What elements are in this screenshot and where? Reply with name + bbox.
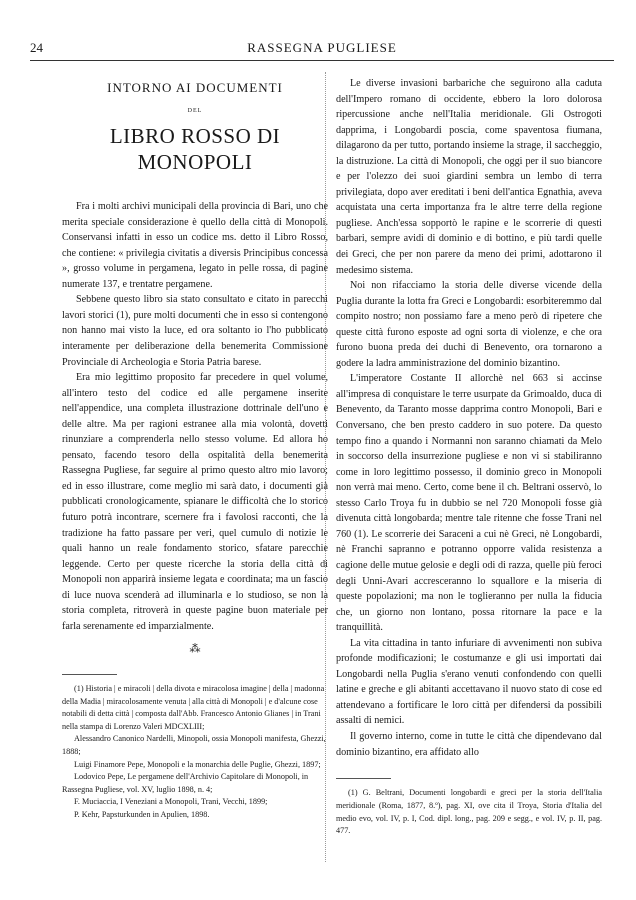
footnote: F. Muciaccia, I Veneziani a Monopoli, Trani, Vecchi, 1899; (74, 797, 268, 807)
footnote: P. Kehr, Papsturkunden in Apulien, 1898. (74, 809, 210, 819)
paragraph: Era mio legittimo proposito far precedere in quel volume, all'intero testo del codice ed alle pergamene inserite nell'appendice, una completa illustrazione dottrinale dell'uno e delle altre. Ma per ragioni estranee alla mia volontà, dovetti rinunziare a comprenderla nello stesso volume. Ed allora ho pensato, facendo tesoro della ospitalità della benemerita Rassegna Pugliese, far seguire al primo questo altro mio lavoro; ed in esso illustrare, come meglio mi sarà dato, i documenti già pubblicati cronologicamente, spianare le difficoltà che lo storico futuro potrà incontrare, scernere fra i favolosi racconti, che la tradizione ha fatto passare per veri, quel cumulo di notizie le quali hanno un reale fondamento storico, sfatare parecchie leggende. Certo per queste ricerche la storia della città di Monopoli non apparirà insieme legata e coordinata; ma un fascio di luce nuova scenderà ad illuminarla e lo studioso, se non la storia completa, ritroverà in queste pagine buon materiale per farla serenamente ed imparzialmente. (62, 372, 328, 632)
footnote-rule (62, 674, 117, 675)
paragraph: Le diverse invasioni barbariche che seguirono alla caduta dell'Impero romano di occidente, ebbero la loro dolorosa ripercussione anche nell'Italia meridionale. Gli Ostrogoti dapprima, i Longobardi poscia, come spaventosa fiumana, dilagarono da per tutto, portando insieme la strage, il saccheggio, la distruzione. La città di Monopoli, che oggi per il suo biancore e per l'olezzo dei suoi giardini sembra un lembo di terra privilegiata, dopo aver ereditati i beni dell'antica Egnathia, aveva acquistata una certa importanza fra le altre terre della regione pugliese. Anch'essa sopportò le rapine e le scorrerie di questi barbari, sempre avidi di dominio e di bottino, e più tardi quelle dei Greci, che per non parere da meno dei primi, adottarono il medesimo sistema. (336, 78, 602, 276)
article-title-line1: INTORNO AI DOCUMENTI (107, 80, 283, 95)
paragraph: La vita cittadina in tanto infuriare di avvenimenti non subiva profonde modificazioni; le costumanze e gli usi importati dai Longobardi nella Puglia s'erano venuti confondendo con quelli latine e greche e gli abitanti accettavano il nuovo stato di cose ed attendevano a fortificare le loro città per difendersi da possibili assalti di nemici. (336, 637, 602, 727)
header-rule (30, 60, 614, 61)
paragraph: L'imperatore Costante II allorchè nel 663 si accinse all'impresa di conquistare le terre usurpate da Grimoaldo, duca di Benevento, da Taranto mosse dapprima contro Monopoli, Bari e Conversano, che ben presto caddero in suo potere. Da questo tempo fino a quando i Normanni non saranno chiamati da Melo in soccorso della insurrezione pugliese e non vi si stabiliranno come in loro legittimo possesso, il dominio greco in Monopoli non verrà mai meno. Certo, come bene il ch. Beltrani osservò, lo stesso Carlo Troya fu in dubbio se nel 720 Monopoli fosse già divenuta città longobarda; mentre tale ritenne che fosse Trani nel 760 (1). Le scorrerie dei Saraceni a cui nè Greci, nè Longobardi, nè Franchi sapranno e potranno opporre valida resistenza a cagione delle mutue gelosie e degli odi di razza, quelle più feroci degli Unni-Avari accresceranno lo squallore e la miseria di queste popolazioni; ma non le toglieranno per nulla la fiducia che, un giorno non lontano, possa ritornare la pace e la tranquillità. (336, 373, 602, 634)
section-separator: ⁂ (189, 643, 201, 656)
footnote: (1) Historia | e miracoli | della divota e miracolosa imagine | della | madonna della Madia | miracolosamente venuta | alla città di Monopoli | e d'alcune cose notabili di detta città | composta dall'Abb. Francesco Antonio Glianes | in Trani nella stampa di Lorenzo Valeri MDCXLIII; (62, 683, 325, 731)
right-column (336, 76, 602, 838)
left-column (62, 76, 328, 821)
running-header (30, 40, 614, 58)
footnote-rule (336, 778, 391, 779)
paragraph: Fra i molti archivi municipali della provincia di Bari, uno che merita speciale considerazione è quello della città di Monopoli. Conservansi infatti in esso un codice ms. detto il Libro Rosso, che contiene: « privilegia civitatis a diversis Principibus concessa », grosso volume in pergamena, legato in pelle rossa, di pagine numerate 137, e trentatre pergamene. (62, 201, 328, 290)
journal-title: RASSEGNA PUGLIESE (247, 40, 397, 55)
paragraph: Noi non rifacciamo la storia delle diverse vicende della Puglia durante la lotta fra Greci e Longobardi: esorbiteremmo dal compito nostro; non possiamo fare a meno però di ripetere che queste città furono esposte ad ogni sorta di violenze, e che ora furono buona preda dei duchi di Benevento, ora tornarono a godere la ladra amministrazione del dominio bizantino. (336, 280, 602, 369)
footnote: Luigi Finamore Pepe, Monopoli e la monarchia delle Puglie, Ghezzi, 1897; (74, 759, 321, 769)
article-title-main: LIBRO ROSSO DI MONOPOLI (109, 124, 281, 175)
paragraph: Sebbene questo libro sia stato consultato e citato in parecchi lavori storici (1), pure molti documenti che in esso si contengono non hanno mai visto la luce, ed ora soltanto io l'ho pubblicato interamente per deliberazione della benemerita Commissione Provinciale di Archeologia e Storia Patria barese. (62, 294, 328, 368)
footnote: (1) G. Beltrani, Documenti longobardi e greci per la storia dell'Italia meridionale (Roma, 1877, 8.º), pag. XI, ove cita il Troya, Storia d'Italia del medio evo, vol. IV, p. I, Cod. dipl. long., pag. 209 e segg., e vol. IV, p. II, pag. 477. (336, 788, 602, 836)
page-number: 24 (30, 40, 43, 55)
footnote: Alessandro Canonico Nardelli, Minopoli, ossia Monopoli manifesta, Ghezzi, 1888; (62, 734, 326, 756)
footnote: Lodovico Pepe, Le pergamene dell'Archivio Capitolare di Monopoli, in Rassegna Pugliese, vol. XV, luglio 1898, n. 4; (62, 772, 309, 794)
article-title-line2: DEL (187, 107, 203, 114)
paragraph: Il governo interno, come in tutte le città che dipendevano dal dominio bizantino, era affidato allo (336, 730, 602, 758)
